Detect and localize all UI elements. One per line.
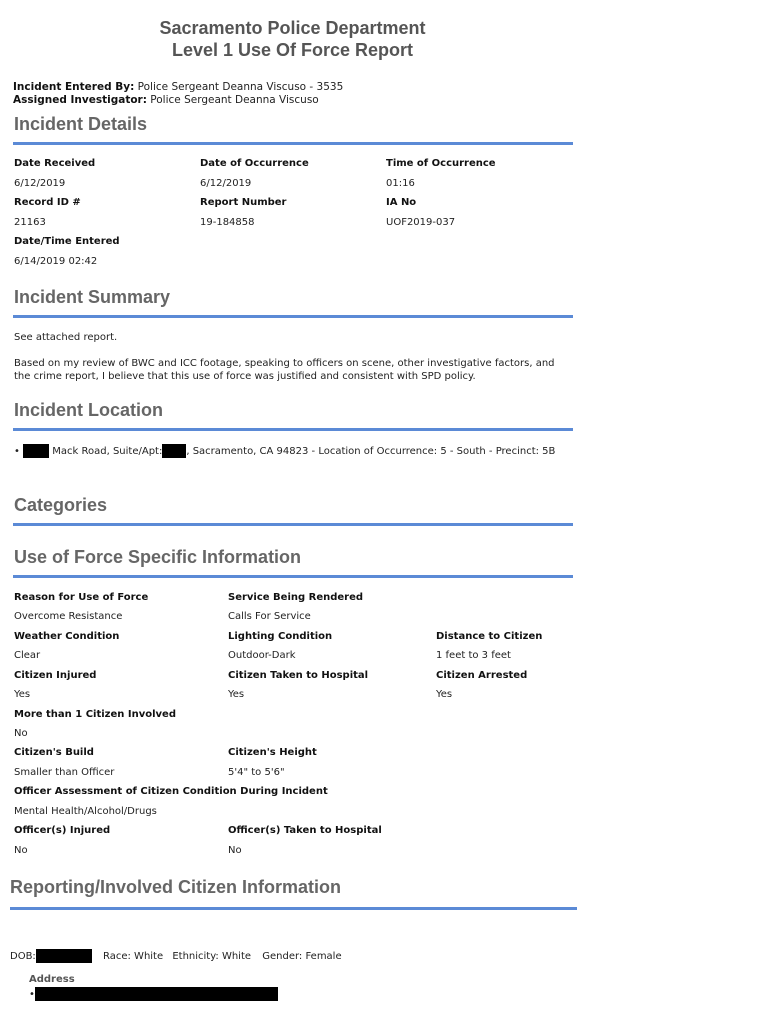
location-city-precinct: , Sacramento, CA 94823 - Location of Occurrence: 5 - South - Precinct: 5B — [186, 446, 556, 457]
officer-injured-value: No — [14, 845, 28, 856]
citizen-injured-value: Yes — [14, 689, 31, 700]
dob-label: DOB: — [10, 951, 36, 962]
officer-injured-label: Officer(s) Injured — [14, 825, 111, 836]
date-received-label: Date Received — [14, 158, 96, 169]
service-label: Service Being Rendered — [228, 592, 364, 603]
section-divider — [13, 523, 573, 526]
use-of-force-heading: Use of Force Specific Information — [14, 547, 302, 567]
distance-label: Distance to Citizen — [436, 631, 543, 642]
time-occurrence-value: 01:16 — [386, 178, 415, 189]
incident-location-heading: Incident Location — [14, 400, 164, 420]
ethnicity-value: Ethnicity: White — [172, 951, 252, 962]
service-value: Calls For Service — [228, 611, 311, 622]
section-divider — [10, 907, 577, 910]
report-number-label: Report Number — [200, 197, 287, 208]
citizen-build-value: Smaller than Officer — [14, 767, 115, 778]
investigator-value: Police Sergeant Deanna Viscuso — [150, 94, 319, 106]
assessment-label: Officer Assessment of Citizen Condition During Incident — [14, 786, 328, 797]
location-bullet: • — [14, 446, 20, 457]
citizen-demographics — [10, 949, 342, 963]
redacted-dob — [36, 949, 92, 963]
section-divider — [13, 575, 573, 578]
weather-label: Weather Condition — [14, 631, 120, 642]
datetime-entered-label: Date/Time Entered — [14, 236, 120, 247]
summary-paragraph-1: See attached report. — [14, 332, 118, 343]
summary-paragraph-2: Based on my review of BWC and ICC footage, speaking to officers on scene, other investigative factors, and the crime report, I believe that this use of force was justified and consistent with SPD policy. — [14, 358, 555, 382]
redacted-address — [35, 987, 278, 1001]
lighting-value: Outdoor-Dark — [228, 650, 296, 661]
entered-by-value: Police Sergeant Deanna Viscuso - 3535 — [137, 81, 344, 93]
investigator-label: Assigned Investigator: — [13, 94, 147, 106]
ia-no-value: UOF2019-037 — [386, 217, 456, 228]
citizen-height-value: 5'4" to 5'6" — [228, 767, 285, 778]
report-title-line2: Level 1 Use Of Force Report — [171, 40, 414, 60]
record-id-value: 21163 — [14, 217, 46, 228]
investigator-line — [13, 94, 319, 106]
weather-value: Clear — [14, 650, 41, 661]
citizen-arrested-label: Citizen Arrested — [436, 670, 528, 681]
citizen-hospital-value: Yes — [228, 689, 245, 700]
citizen-height-label: Citizen's Height — [228, 747, 317, 758]
redacted-suite — [162, 444, 186, 458]
record-id-label: Record ID # — [14, 197, 81, 208]
entered-by-label: Incident Entered By: — [13, 81, 135, 93]
distance-value: 1 feet to 3 feet — [436, 650, 511, 661]
lighting-label: Lighting Condition — [228, 631, 333, 642]
datetime-entered-value: 6/14/2019 02:42 — [14, 256, 98, 267]
race-value: Race: White — [103, 951, 164, 962]
reason-label: Reason for Use of Force — [14, 592, 149, 603]
ia-no-label: IA No — [386, 197, 417, 208]
section-divider — [13, 142, 573, 145]
multiple-citizens-label: More than 1 Citizen Involved — [14, 709, 176, 720]
citizen-hospital-label: Citizen Taken to Hospital — [228, 670, 369, 681]
officer-hospital-value: No — [228, 845, 242, 856]
citizen-injured-label: Citizen Injured — [14, 670, 97, 681]
date-occurrence-label: Date of Occurrence — [200, 158, 309, 169]
assessment-value: Mental Health/Alcohol/Drugs — [14, 806, 157, 817]
section-divider — [13, 428, 573, 431]
time-occurrence-label: Time of Occurrence — [386, 158, 496, 169]
multiple-citizens-value: No — [14, 728, 28, 739]
report-title-line1: Sacramento Police Department — [159, 18, 426, 38]
incident-details-heading: Incident Details — [14, 114, 148, 134]
gender-value: Gender: Female — [262, 951, 342, 962]
address-label: Address — [29, 974, 75, 985]
address-bullet: • — [29, 989, 35, 1000]
location-street: Mack Road, Suite/Apt: — [52, 446, 163, 457]
citizen-build-label: Citizen's Build — [14, 747, 94, 758]
entered-by-line — [13, 81, 343, 93]
citizen-arrested-value: Yes — [436, 689, 453, 700]
location-address — [14, 444, 555, 458]
redacted-street-number — [23, 444, 49, 458]
reason-value: Overcome Resistance — [14, 611, 123, 622]
reporting-citizen-heading: Reporting/Involved Citizen Information — [10, 877, 342, 897]
incident-summary-heading: Incident Summary — [14, 287, 171, 307]
officer-hospital-label: Officer(s) Taken to Hospital — [228, 825, 382, 836]
section-divider — [13, 315, 573, 318]
date-received-value: 6/12/2019 — [14, 178, 66, 189]
report-number-value: 19-184858 — [200, 217, 255, 228]
categories-heading: Categories — [14, 495, 108, 515]
date-occurrence-value: 6/12/2019 — [200, 178, 252, 189]
citizen-address — [29, 987, 278, 1001]
